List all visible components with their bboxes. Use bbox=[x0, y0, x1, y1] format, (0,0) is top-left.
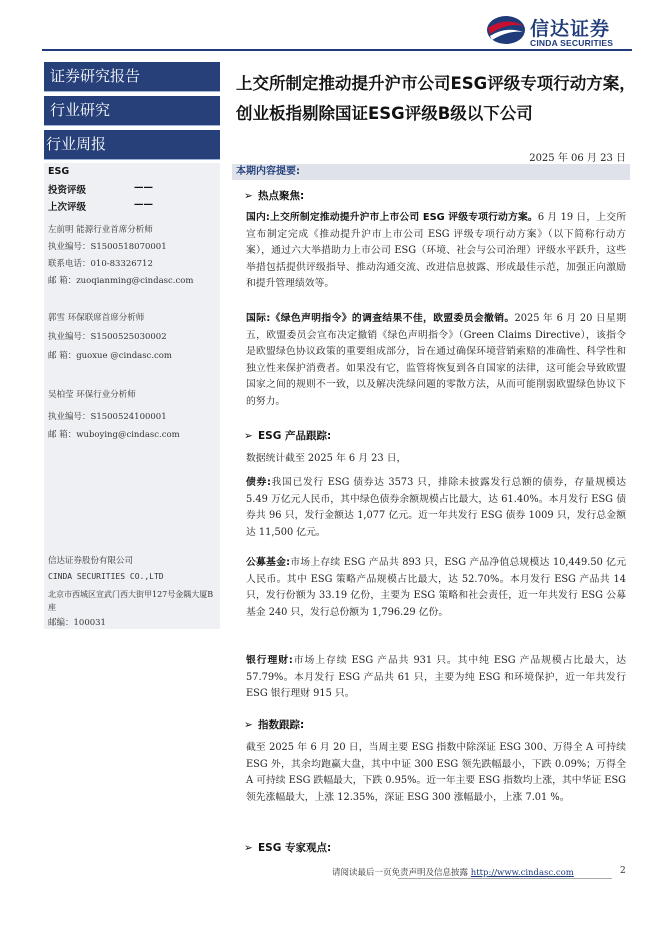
product-heading: ➢ ESG 产品跟踪: bbox=[244, 430, 332, 442]
page-title: 上交所制定推动提升沪市公司ESG评级专项行动方案，创业板指剔除国证ESG评级B级以下公司 bbox=[236, 74, 636, 123]
company-address: 北京市西城区宣武门西大街甲127号金隅大厦B座 bbox=[48, 590, 214, 612]
fund-text: 市场上存续 ESG 产品共 893 只，ESG 产品净值总规模达 10,449.50 亿元人民币。其中 ESG 策略产品规模占比最大，达 52.70%。本月发行 ESG 产品共 14 只，发行份额为 33.19 亿份，主要为 ESG 策略和社会责任，近一年共发行 ESG 公募基金 240 只，发行总份额为 1,796.29 亿份。 bbox=[246, 557, 626, 618]
fund-lead: 公募基金: bbox=[246, 557, 291, 568]
bank-paragraph bbox=[246, 653, 626, 703]
brand-name-cn: 信达证券 bbox=[530, 18, 611, 40]
bank-text: 市场上存续 ESG 产品共 931 只。其中纯 ESG 产品规模占比最大，达 57.79%。本月发行 ESG 产品共 61 只，主要为纯 ESG 和环境保护，近一年共发行 ESG 银行理财 915 只。 bbox=[246, 655, 626, 699]
analyst-3-license: 执业编号：S1500524100001 bbox=[48, 412, 167, 422]
rating-value: —— bbox=[134, 182, 153, 193]
bullet-arrow-icon: ➢ bbox=[244, 430, 253, 442]
last-rating-value: —— bbox=[134, 199, 153, 210]
bullet-arrow-icon: ➢ bbox=[244, 719, 253, 731]
analyst-1-title: 左前明 能源行业首席分析师 bbox=[48, 225, 153, 235]
fund-paragraph bbox=[246, 555, 626, 621]
brand-name-en: CINDA SECURITIES bbox=[530, 38, 614, 48]
tab-weekly: 行业周报 bbox=[44, 130, 220, 160]
analyst-2-title: 郭雪 环保联席首席分析师 bbox=[48, 313, 145, 323]
bank-lead: 银行理财: bbox=[246, 655, 293, 666]
index-heading: ➢ 指数跟踪: bbox=[244, 719, 305, 731]
analyst-3-email[interactable]: 邮 箱：wuboying@cindasc.com bbox=[48, 430, 180, 440]
international-text: 2025 年 6 月 20 日星期五，欧盟委员会宣布决定撤销《绿色声明指令》（Green Claims Directive），该指令是欧盟绿色协议政策的重要组成部分，旨在通过确保环境营销索赔的准确性、科学性和独立性来保护消费者。如果没有它，监管将恢复到各自国家的法律，这可能会导致欧盟国家之间的规则不一致，以及解决洗绿问题的零散方法，从而可能削弱欧盟绿色协议下的努力。 bbox=[246, 313, 626, 407]
expert-heading: ➢ ESG 专家观点: bbox=[244, 842, 332, 854]
analyst-2-license: 执业编号：S1500525030002 bbox=[48, 332, 167, 342]
company-name-cn: 信达证券股份有限公司 bbox=[48, 556, 134, 566]
analyst-1-email[interactable]: 邮 箱：zuoqianming@cindasc.com bbox=[48, 276, 194, 286]
last-rating-label: 上次评级 bbox=[48, 202, 87, 213]
page-number: 2 bbox=[620, 866, 626, 876]
footer-divider bbox=[398, 878, 612, 879]
analyst-1-license: 执业编号：S1500518070001 bbox=[48, 242, 167, 252]
international-lead: 国际:《绿色声明指令》的调查结果不佳，欧盟委员会撤销。 bbox=[246, 313, 515, 324]
bullet-arrow-icon: ➢ bbox=[244, 190, 253, 202]
domestic-paragraph bbox=[246, 210, 626, 293]
report-date: 2025 年 06 月 23 日 bbox=[529, 153, 626, 164]
bond-lead: 债券: bbox=[246, 477, 271, 488]
analyst-2-email[interactable]: 邮 箱：guoxue @cindasc.com bbox=[48, 351, 172, 361]
side-info-panel bbox=[44, 163, 220, 629]
bond-text: 我国已发行 ESG 债券达 3573 只，排除未披露发行总额的债券，存量规模达 5.49 万亿元人民币，其中绿色债券余额规模占比最大，达 61.40%。本月发行 ESG 债券共 96 只，发行金额达 1,077 亿元。近一年共发行 ESG 债券 1009 只，发行总金额达 11,500 亿元。 bbox=[246, 477, 627, 538]
side-tabs bbox=[44, 62, 220, 164]
bond-paragraph bbox=[246, 475, 626, 541]
header-divider bbox=[42, 49, 632, 51]
hotspot-heading: ➢ 热点聚焦: bbox=[244, 190, 305, 202]
rating-label: 投资评级 bbox=[48, 185, 87, 196]
company-postcode: 邮编：100031 bbox=[48, 618, 106, 628]
cinda-logo-icon bbox=[486, 14, 526, 46]
tab-industry-research: 行业研究 bbox=[44, 96, 220, 126]
bullet-arrow-icon: ➢ bbox=[244, 842, 253, 854]
analyst-3-title: 吴柏莹 环保行业分析师 bbox=[48, 390, 136, 400]
footer-disclaimer: 请阅读最后一页免责声明及信息披露 http://www.cindasc.com bbox=[332, 868, 574, 878]
product-intro: 数据统计截至 2025 年 6 月 23 日， bbox=[246, 453, 407, 464]
analyst-1-phone: 联系电话：010-83326712 bbox=[48, 259, 153, 269]
company-name-en: CINDA SECURITIES CO.,LTD bbox=[48, 572, 164, 581]
domestic-text: 6 月 19 日，上交所宣布制定完成《推动提升沪市上市公司 ESG 评级专项行动方案》（以下简称行动方案），通过六大举措助力上市公司 ESG（环境、社会与公司治理）评级水平跃升，这些举措包括提供评级指导、推动沟通交流、改进信息披露、形成最佳示范，加强正向激励和提升管理绩效等。 bbox=[246, 212, 626, 289]
international-paragraph bbox=[246, 311, 626, 410]
summary-header: 本期内容提要: bbox=[232, 164, 630, 180]
domestic-lead: 国内:上交所制定推动提升沪市上市公司 ESG 评级专项行动方案。 bbox=[246, 212, 538, 223]
tab-report-type: 证券研究报告 bbox=[44, 62, 220, 92]
footer-link[interactable]: http://www.cindasc.com bbox=[470, 868, 574, 878]
index-paragraph: 截至 2025 年 6 月 20 日，当周主要 ESG 指数中除深证 ESG 300、万得全 A 可持续 ESG 外，其余均跑赢大盘，其中中证 300 ESG 领先跌幅最小，下跌 0.09%；万得全 A 可持续 ESG 跌幅最大，下跌 0.95%。近一年主要 ESG 指数均上涨，其中华证 ESG 领先涨幅最大，上涨 12.35%，深证 ESG 300 涨幅最小，上涨 7.01 %。 bbox=[246, 742, 626, 803]
sector-label: ESG bbox=[48, 166, 70, 177]
company-logo bbox=[486, 14, 646, 46]
